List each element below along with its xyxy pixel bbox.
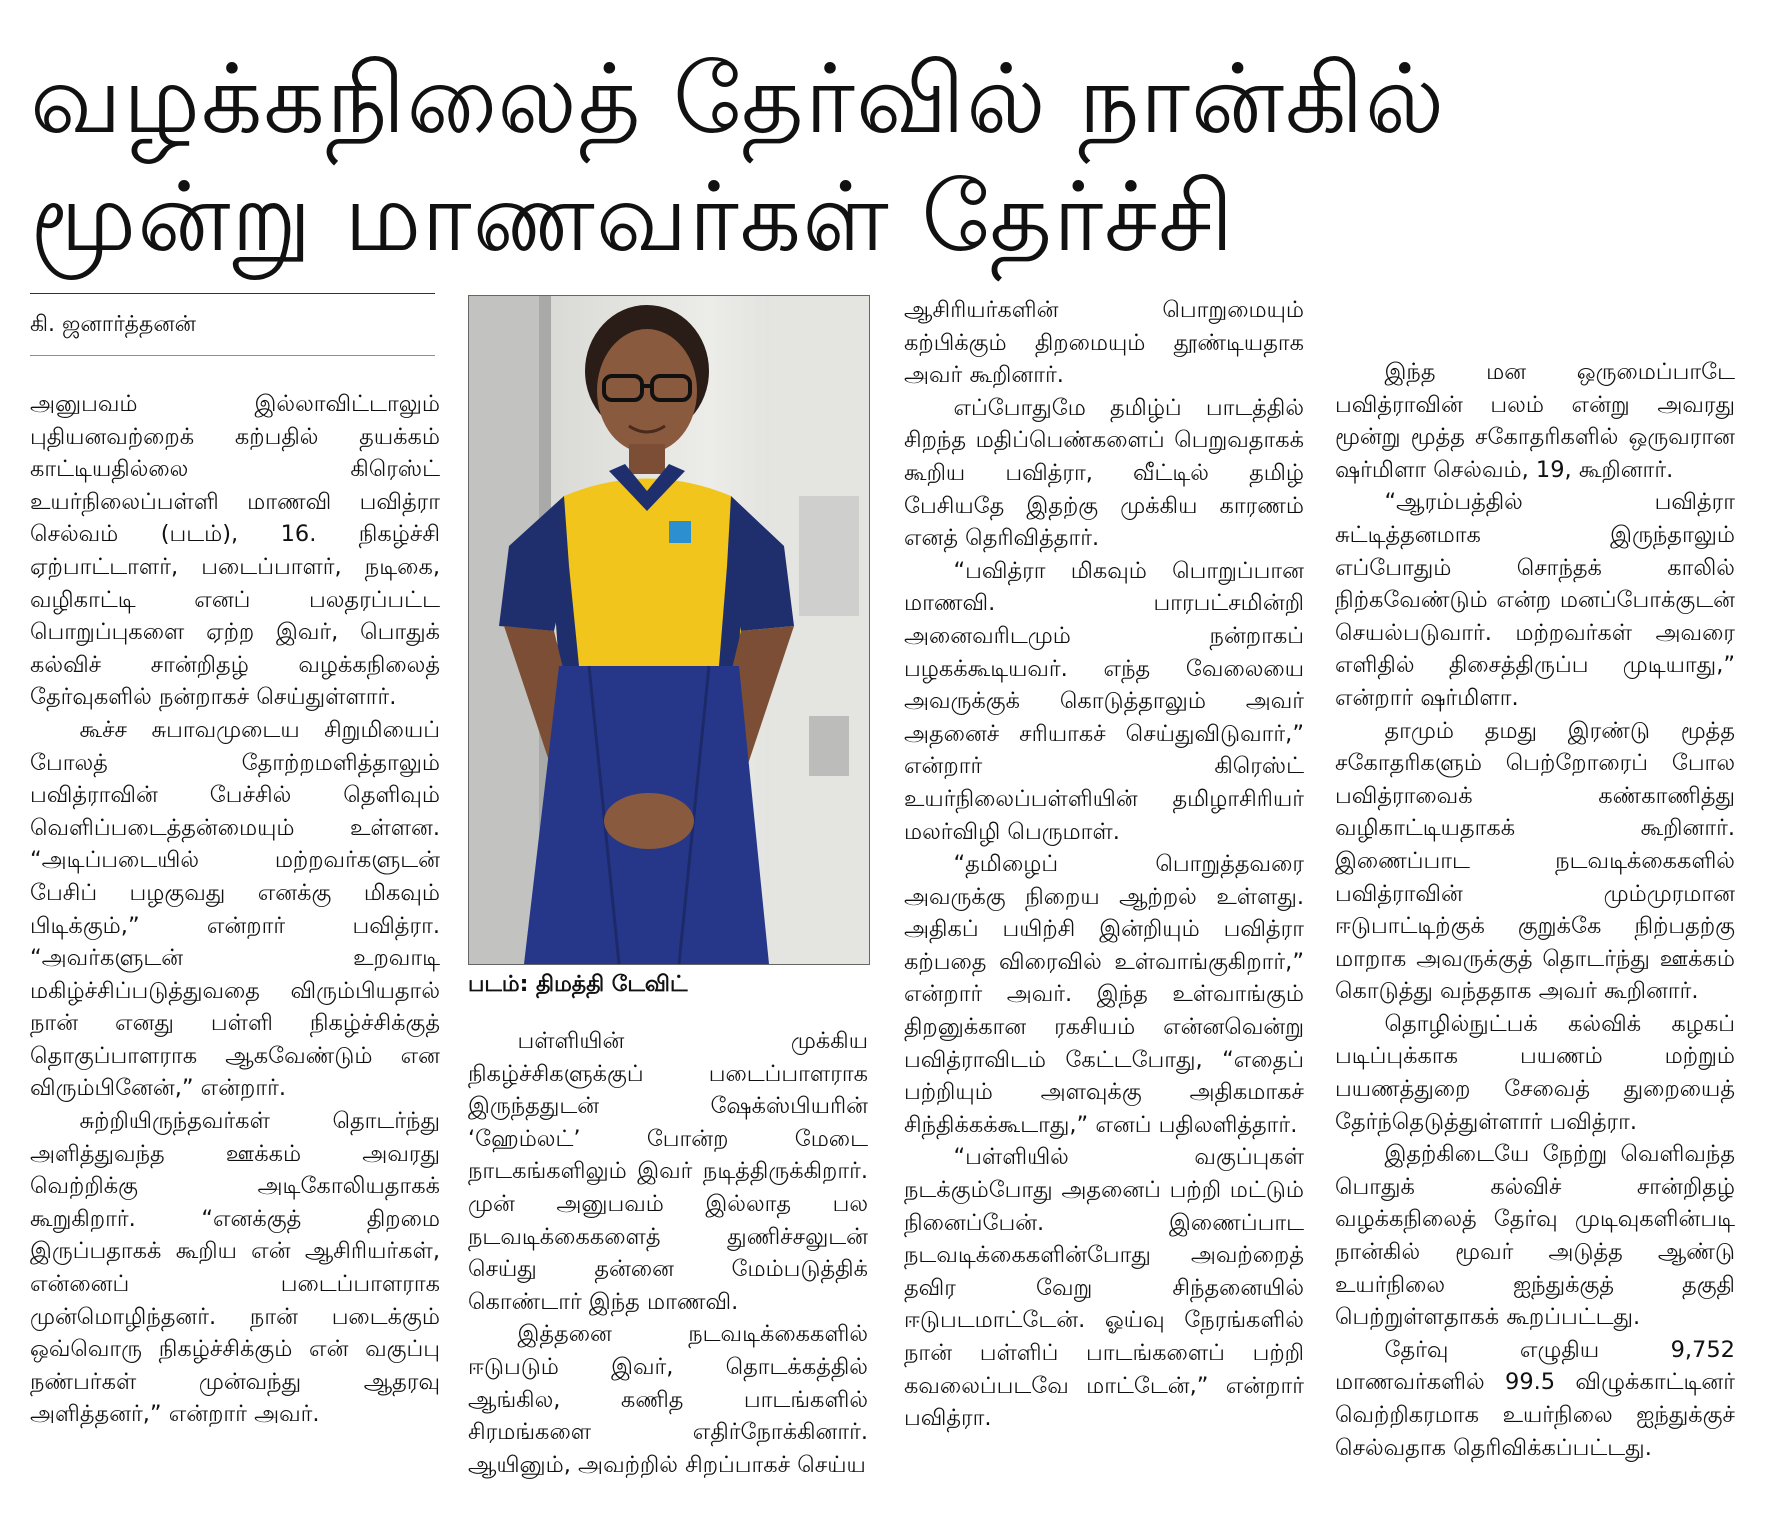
byline-rule-top <box>30 293 435 294</box>
paragraph: சுற்றியிருந்தவர்கள் தொடர்ந்து அளித்துவந்த ஊக்கம் அவரது வெற்றிக்கு அடிகோலியதாகக் கூறுகிறார். “எனக்குத் திறமை இருப்பதாகக் கூறிய என் ஆசிரியர்கள், என்னைப் படைப்பாளராக முன்மொழிந்தனர். நான் படைக்கும் ஒவ்வொரு நிகழ்ச்சிக்கும் என் வகுப்பு நண்பர்கள் முன்வந்து ஆதரவு அளித்தனர்,” என்றார் அவர். <box>30 1108 440 1428</box>
paragraph: “பவித்ரா மிகவும் பொறுப்பான மாணவி. பாரபட்சமின்றி அனைவரிடமும் நன்றாகப் பழகக்கூடியவர். எந்த வேலையை அவருக்குக் கொடுத்தாலும் அவர் அதனைச் சரியாகச் செய்துவிடுவார்,” என்றார் கிரெஸ்ட் உயர்நிலைப்பள்ளியின் தமிழாசிரியர் மலர்விழி பெருமாள். <box>904 557 1304 845</box>
byline-rule-bottom <box>30 355 435 356</box>
paragraph: ஆசிரியர்களின் பொறுமையும் கற்பிக்கும் திறமையும் தூண்டியதாக அவர் கூறினார். <box>904 297 1304 389</box>
headline <box>30 40 1730 276</box>
paragraph: தாமும் தமது இரண்டு மூத்த சகோதரிகளும் பெற்றோரைப் போல பவித்ராவைக் கண்காணித்து வழிகாட்டியதாகக் கூறினார். இணைப்பாட நடவடிக்கைகளில் பவித்ராவின் மும்முரமான ஈடுபாட்டிற்குக் குறுக்கே நிற்பதற்கு மாறாக அவருக்குத் தொடர்ந்து ஊக்கம் கொடுத்து வந்ததாக அவர் கூறினார். <box>1335 717 1735 1005</box>
paragraph: “ஆரம்பத்தில் பவித்ரா சுட்டித்தனமாக இருந்தாலும் எப்போதும் சொந்தக் காலில் நிற்கவேண்டும் என்ற மனப்போக்குடன் செயல்படுவார். மற்றவர்கள் அவரை எளிதில் திசைத்திருப்ப முடியாது,” என்றார் ஷர்மிளா. <box>1335 489 1735 711</box>
headline-line-2: மூன்று மாணவர்கள் தேர்ச்சி <box>30 161 1235 273</box>
paragraph: பள்ளியின் முக்கிய நிகழ்ச்சிகளுக்குப் படைப்பாளராக இருந்ததுடன் ஷேக்ஸ்பியரின் ‘ஹேம்லட்’ போன்ற மேடை நாடகங்களிலும் இவர் நடித்திருக்கிறார். முன் அனுபவம் இல்லாத பல நடவடிக்கைகளைத் துணிச்சலுடன் செய்து தன்னை மேம்படுத்திக் கொண்டார் இந்த மாணவி. <box>468 1028 868 1315</box>
article-column-3 <box>904 294 1304 1435</box>
student-photo-illustration <box>469 296 869 964</box>
article-column-1 <box>30 388 440 1431</box>
paragraph: இத்தனை நடவடிக்கைகளில் ஈடுபடும் இவர், தொடக்கத்தில் ஆங்கில, கணித பாடங்களில் சிரமங்களை எதிர்நோக்கினார். ஆயினும், அவற்றில் சிறப்பாகச் செய்ய <box>468 1321 868 1478</box>
article-column-4 <box>1335 356 1735 1464</box>
headline-line-1: வழக்கநிலைத் தேர்வில் நான்கில் <box>30 43 1446 155</box>
byline: கி. ஜனார்த்தனன் <box>30 312 197 337</box>
paragraph: தேர்வு எழுதிய 9,752 மாணவர்களில் 99.5 விழுக்காட்டினர் வெற்றிகரமாக உயர்நிலை ஐந்துக்குச் செல்வதாக தெரிவிக்கப்பட்டது. <box>1335 1336 1735 1461</box>
paragraph: இந்த மன ஒருமைப்பாடே பவித்ராவின் பலம் என்று அவரது மூன்று மூத்த சகோதரிகளில் ஒருவரான ஷர்மிளா செல்வம், 19, கூறினார். <box>1335 359 1735 483</box>
student-photo <box>468 295 870 965</box>
paragraph: “பள்ளியில் வகுப்புகள் நடக்கும்போது அதனைப் பற்றி மட்டும் நினைப்பேன். இணைப்பாட நடவடிக்கைகளின்போது அவற்றைத் தவிர வேறு சிந்தனையில் ஈடுபடமாட்டேன். ஓய்வு நேரங்களில் நான் பள்ளிப் பாடங்களைப் பற்றி கவலைப்படவே மாட்டேன்,” என்றார் பவித்ரா. <box>904 1144 1304 1432</box>
paragraph: அனுபவம் இல்லாவிட்டாலும் புதியனவற்றைக் கற்பதில் தயக்கம் காட்டியதில்லை கிரெஸ்ட் உயர்நிலைப்பள்ளி மாணவி பவித்ரா செல்வம் (படம்), 16. நிகழ்ச்சி ஏற்பாட்டாளர், படைப்பாளர், நடிகை, வழிகாட்டி எனப் பலதரப்பட்ட பொறுப்புகளை ஏற்ற இவர், பொதுக் கல்விச் சான்றிதழ் வழக்கநிலைத் தேர்வுகளில் நன்றாகச் செய்துள்ளார். <box>30 391 440 711</box>
paragraph: தொழில்நுட்பக் கல்விக் கழகப் படிப்புக்காக பயணம் மற்றும் பயணத்துறை சேவைத் துறையைத் தேர்ந்தெடுத்துள்ளார் பவித்ரா. <box>1335 1010 1735 1135</box>
photo-caption: படம்: திமத்தி டேவிட் <box>468 972 688 997</box>
article-column-2 <box>468 1025 868 1481</box>
paragraph: எப்போதுமே தமிழ்ப் பாடத்தில் சிறந்த மதிப்பெண்களைப் பெறுவதாகக் கூறிய பவித்ரா, வீட்டில் தமிழ் பேசியதே இதற்கு முக்கிய காரணம் எனத் தெரிவித்தார். <box>904 394 1304 552</box>
paragraph: இதற்கிடையே நேற்று வெளிவந்த பொதுக் கல்விச் சான்றிதழ் வழக்கநிலைத் தேர்வு முடிவுகளின்படி நான்கில் மூவர் அடுத்த ஆண்டு உயர்நிலை ஐந்துக்குத் தகுதி பெற்றுள்ளதாகக் கூறப்பட்டது. <box>1335 1141 1735 1331</box>
paragraph: கூச்ச சுபாவமுடைய சிறுமியைப் போலத் தோற்றமளித்தாலும் பவித்ராவின் பேச்சில் தெளிவும் வெளிப்படைத்தன்மையும் உள்ளன. “அடிப்படையில் மற்றவர்களுடன் பேசிப் பழகுவது எனக்கு மிகவும் பிடிக்கும்,” என்றார் பவித்ரா. “அவர்களுடன் உறவாடி மகிழ்ச்சிப்படுத்துவதை விரும்பியதால் நான் எனது பள்ளி நிகழ்ச்சிக்குத் தொகுப்பாளராக ஆகவேண்டும் என விரும்பினேன்,” என்றார். <box>30 716 440 1102</box>
paragraph: “தமிழைப் பொறுத்தவரை அவருக்கு நிறைய ஆற்றல் உள்ளது. அதிகப் பயிற்சி இன்றியும் பவித்ரா கற்பதை விரைவில் உள்வாங்குகிறார்,” என்றார் அவர். இந்த உள்வாங்கும் திறனுக்கான ரகசியம் என்னவென்று பவித்ராவிடம் கேட்டபோது, “எதைப் பற்றியும் அளவுக்கு அதிகமாகச் சிந்திக்கக்கூடாது,” எனப் பதிலளித்தார். <box>904 851 1304 1138</box>
